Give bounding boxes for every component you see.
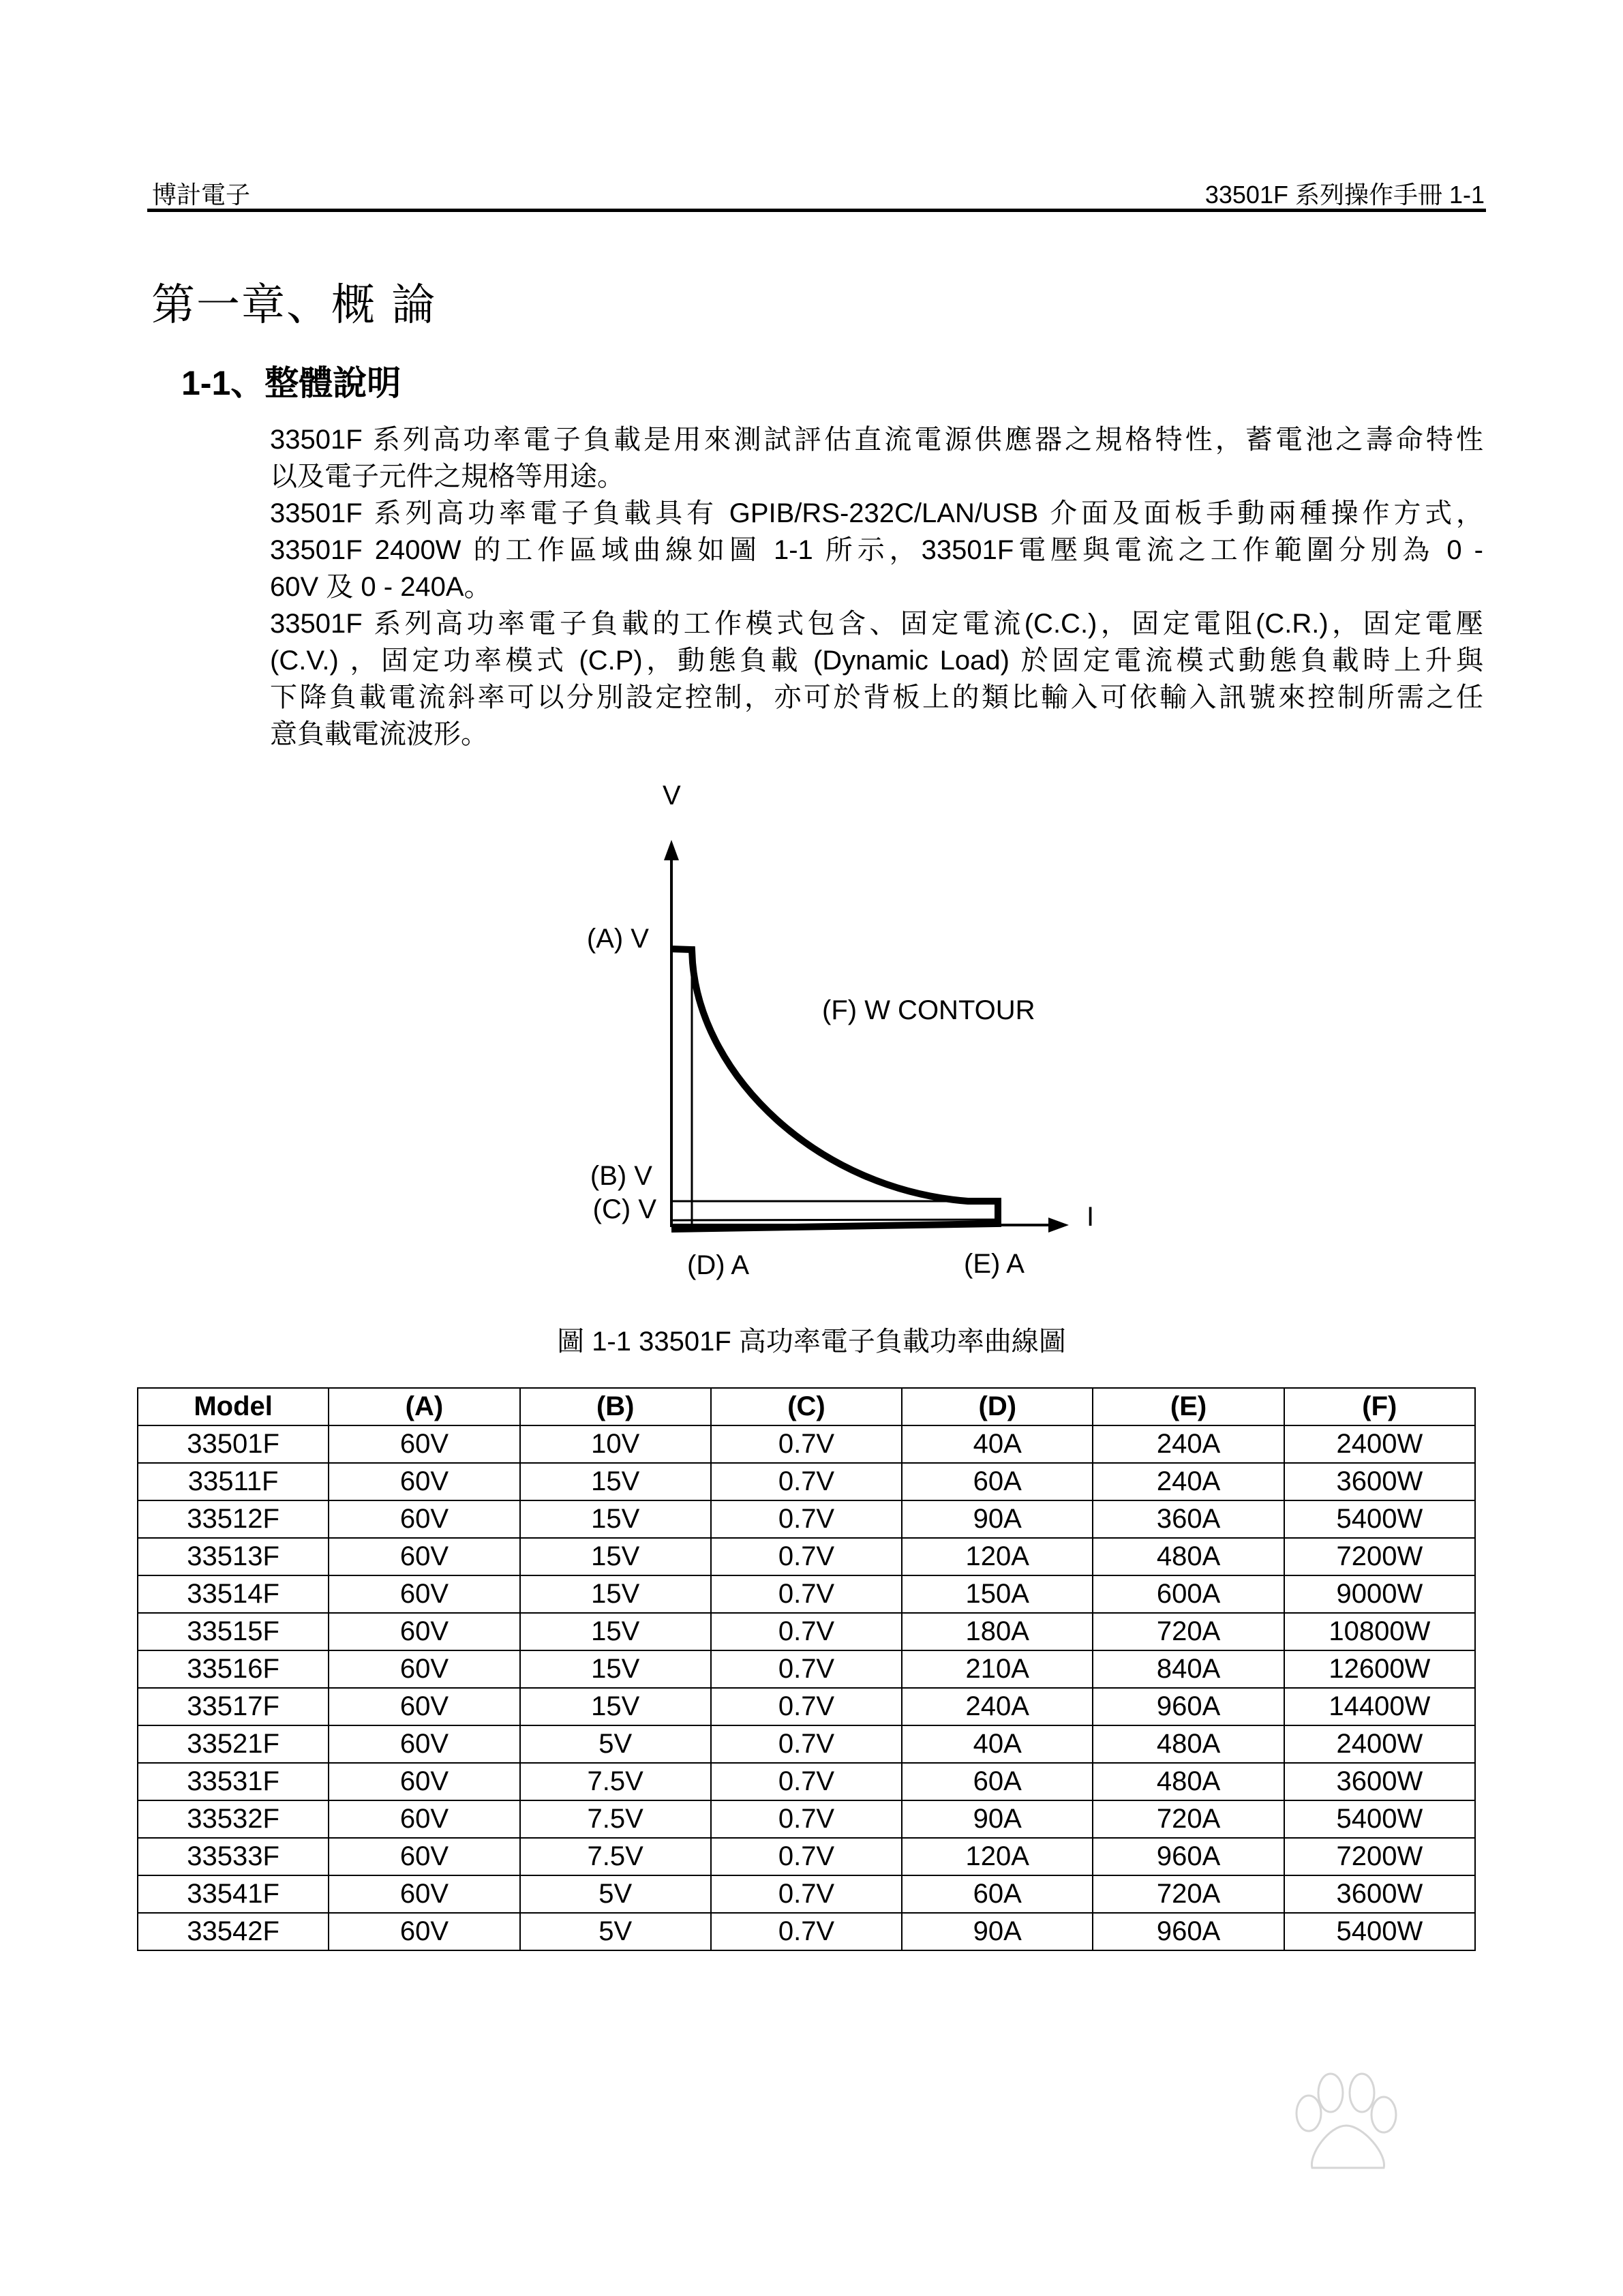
table-cell: 720A [1093,1875,1284,1913]
table-cell: 33541F [138,1875,329,1913]
table-cell: 15V [520,1650,711,1688]
table-row [138,1688,1475,1725]
table-cell: 480A [1093,1763,1284,1800]
column-header: (C) [711,1388,902,1425]
table-cell: 0.7V [711,1875,902,1913]
table-cell: 960A [1093,1838,1284,1875]
label-f-contour: (F) W CONTOUR [822,995,1035,1025]
table-cell: 120A [902,1538,1093,1575]
table-row [138,1650,1475,1688]
table-cell: 720A [1093,1613,1284,1650]
table-cell: 0.7V [711,1613,902,1650]
table-cell: 40A [902,1425,1093,1463]
table-cell: 60A [902,1763,1093,1800]
label-a-voltage: (A) V [586,924,649,954]
table-cell: 120A [902,1838,1093,1875]
table-cell: 60V [329,1800,519,1838]
column-header: Model [138,1388,329,1425]
table-cell: 150A [902,1575,1093,1613]
table-row [138,1838,1475,1875]
baidu-jingyan-watermark [1159,2059,1541,2256]
table-cell: 60V [329,1613,519,1650]
table-row [138,1875,1475,1913]
paragraph-line: 下降負載電流斜率可以分別設定控制，亦可於背板上的類比輸入可依輸入訊號來控制所需之任 [270,682,1483,712]
table-cell: 33521F [138,1725,329,1763]
table-cell: 40A [902,1725,1093,1763]
table-cell: 33511F [138,1463,329,1500]
table-cell: 60V [329,1688,519,1725]
table-cell: 0.7V [711,1500,902,1538]
table-cell: 15V [520,1538,711,1575]
table-cell: 600A [1093,1575,1284,1613]
table-cell: 3600W [1284,1875,1475,1913]
column-header: (E) [1093,1388,1284,1425]
table-cell: 0.7V [711,1575,902,1613]
table-row [138,1613,1475,1650]
table-cell: 60V [329,1725,519,1763]
table-cell: 240A [902,1688,1093,1725]
table-row [138,1575,1475,1613]
table-cell: 15V [520,1688,711,1725]
table-cell: 5V [520,1725,711,1763]
header-company: 博計電子 [152,181,251,209]
table-cell: 60V [329,1538,519,1575]
label-c-voltage: (C) V [592,1194,656,1224]
table-cell: 60V [329,1875,519,1913]
table-cell: 10V [520,1425,711,1463]
column-header: (B) [520,1388,711,1425]
table-cell: 15V [520,1463,711,1500]
table-row [138,1725,1475,1763]
column-header: (F) [1284,1388,1475,1425]
table-row [138,1763,1475,1800]
table-cell: 240A [1093,1425,1284,1463]
table-cell: 33531F [138,1763,329,1800]
table-cell: 60V [329,1575,519,1613]
model-spec-table [137,1387,1476,1951]
table-cell: 60V [329,1838,519,1875]
table-header-row [138,1388,1475,1425]
v-axis-arrow-icon [664,840,679,860]
table-cell: 15V [520,1500,711,1538]
table-cell: 180A [902,1613,1093,1650]
paw-logo-icon [1288,2072,1404,2175]
column-header: (A) [329,1388,519,1425]
table-row [138,1500,1475,1538]
table-cell: 960A [1093,1688,1284,1725]
label-b-voltage: (B) V [590,1161,652,1191]
table-cell: 90A [902,1500,1093,1538]
table-cell: 60V [329,1650,519,1688]
table-cell: 480A [1093,1538,1284,1575]
table-cell: 5V [520,1913,711,1950]
table-cell: 33533F [138,1838,329,1875]
table-cell: 0.7V [711,1688,902,1725]
table-row [138,1463,1475,1500]
table-cell: 0.7V [711,1913,902,1950]
paragraph-line: 60V 及 0 - 240A。 [270,572,491,602]
chapter-title: 第一章、概 論 [151,280,437,331]
table-cell: 480A [1093,1725,1284,1763]
table-cell: 2400W [1284,1725,1475,1763]
table-cell: 0.7V [711,1538,902,1575]
table-cell: 0.7V [711,1463,902,1500]
table-cell: 5400W [1284,1913,1475,1950]
table-cell: 720A [1093,1800,1284,1838]
table-cell: 12600W [1284,1650,1475,1688]
table-cell: 60V [329,1463,519,1500]
table-row [138,1913,1475,1950]
table-cell: 360A [1093,1500,1284,1538]
i-axis-arrow-icon [1048,1218,1069,1233]
table-cell: 0.7V [711,1763,902,1800]
table-cell: 90A [902,1913,1093,1950]
table-cell: 3600W [1284,1463,1475,1500]
paragraph-line: (C.V.) ，固定功率模式 (C.P)，動態負載 (Dynamic Load) 於固定電流模式動態負載時上升與 [270,646,1483,676]
table-cell: 33542F [138,1913,329,1950]
label-e-current: (E) A [964,1249,1025,1279]
table-cell: 15V [520,1613,711,1650]
table-cell: 33532F [138,1800,329,1838]
table-cell: 840A [1093,1650,1284,1688]
paragraph-line: 33501F 2400W 的工作區域曲線如圖 1-1 所示，33501F電壓與電流之工作範圍分別為 0 - [270,535,1483,565]
table-cell: 7.5V [520,1838,711,1875]
paragraph-line: 意負載電流波形。 [270,719,488,749]
table-cell: 0.7V [711,1725,902,1763]
table-cell: 33514F [138,1575,329,1613]
table-cell: 60V [329,1913,519,1950]
paragraph-line: 33501F 系列高功率電子負載是用來測試評估直流電源供應器之規格特性，蓄電池之壽命特性 [270,425,1483,455]
table-cell: 5V [520,1875,711,1913]
table-cell: 0.7V [711,1800,902,1838]
table-cell: 7.5V [520,1763,711,1800]
table-cell: 60V [329,1763,519,1800]
paragraph-line: 33501F 系列高功率電子負載的工作模式包含、固定電流(C.C.)，固定電阻(C.R.)，固定電壓 [270,609,1483,639]
table-cell: 5400W [1284,1800,1475,1838]
table-cell: 33517F [138,1688,329,1725]
table-cell: 60V [329,1425,519,1463]
table-cell: 5400W [1284,1500,1475,1538]
table-cell: 60A [902,1875,1093,1913]
v-axis-label: V [663,781,681,811]
table-cell: 210A [902,1650,1093,1688]
table-cell: 33501F [138,1425,329,1463]
i-axis-label: I [1087,1202,1095,1232]
w-contour-curve [671,949,998,1229]
table-cell: 10800W [1284,1613,1475,1650]
table-cell: 60V [329,1500,519,1538]
table-cell: 9000W [1284,1575,1475,1613]
label-d-current: (D) A [687,1250,750,1280]
table-cell: 15V [520,1575,711,1613]
table-cell: 33515F [138,1613,329,1650]
table-cell: 0.7V [711,1650,902,1688]
section-title: 1-1、整體說明 [181,364,401,402]
table-cell: 3600W [1284,1763,1475,1800]
table-cell: 0.7V [711,1425,902,1463]
figure-caption: 圖 1-1 33501F 高功率電子負載功率曲線圖 [557,1327,1066,1357]
table-row [138,1800,1475,1838]
table-cell: 960A [1093,1913,1284,1950]
table-cell: 7200W [1284,1838,1475,1875]
table-cell: 7.5V [520,1800,711,1838]
paragraph-line: 以及電子元件之規格等用途。 [270,462,624,492]
table-cell: 2400W [1284,1425,1475,1463]
header-manual-title: 33501F 系列操作手冊 1-1 [1204,181,1485,209]
table-cell: 0.7V [711,1838,902,1875]
table-row [138,1538,1475,1575]
table-cell: 7200W [1284,1538,1475,1575]
column-header: (D) [902,1388,1093,1425]
table-cell: 33516F [138,1650,329,1688]
table-row [138,1425,1475,1463]
table-cell: 33513F [138,1538,329,1575]
table-cell: 33512F [138,1500,329,1538]
table-cell: 90A [902,1800,1093,1838]
table-cell: 240A [1093,1463,1284,1500]
paragraph-line: 33501F 系列高功率電子負載具有 GPIB/RS-232C/LAN/USB 介面及面板手動兩種操作方式， [270,498,1483,528]
table-cell: 60A [902,1463,1093,1500]
table-cell: 14400W [1284,1688,1475,1725]
